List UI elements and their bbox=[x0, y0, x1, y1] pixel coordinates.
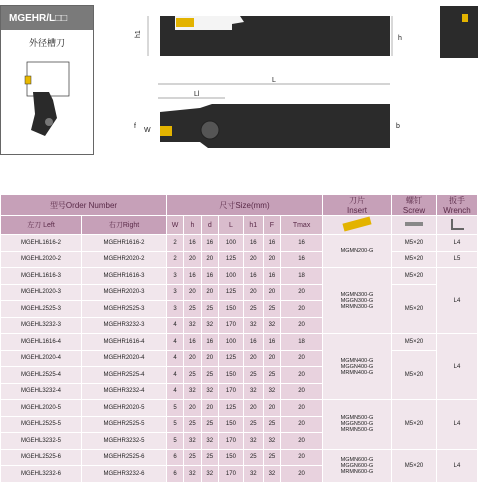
dim-value: 25 bbox=[263, 301, 280, 318]
dim-value: 100 bbox=[218, 268, 243, 285]
dim-value: 125 bbox=[218, 284, 243, 301]
dim-value: 170 bbox=[218, 466, 243, 483]
header-order-number: 型号Order Number bbox=[1, 195, 167, 216]
dim-value: 16 bbox=[243, 235, 263, 252]
dim-value: 100 bbox=[218, 334, 243, 351]
col-dim: h bbox=[184, 216, 201, 235]
wrench-cell: L5 bbox=[437, 251, 478, 268]
dim-value: 16 bbox=[201, 334, 218, 351]
dim-value: 16 bbox=[243, 334, 263, 351]
screw-image-cell bbox=[392, 216, 437, 235]
dim-value: 16 bbox=[184, 334, 201, 351]
dim-value: 32 bbox=[201, 466, 218, 483]
dim-value: 170 bbox=[218, 383, 243, 400]
dim-value: 125 bbox=[218, 400, 243, 417]
model-left: MGEHL2525-3 bbox=[1, 301, 82, 318]
header-screw: 螺钉 Screw bbox=[392, 195, 437, 216]
dim-value: 25 bbox=[184, 449, 201, 466]
table-row bbox=[1, 284, 478, 301]
dim-value: 20 bbox=[184, 350, 201, 367]
dim-value: 20 bbox=[201, 350, 218, 367]
dim-value: 170 bbox=[218, 317, 243, 334]
model-right: MGEHR2020-3 bbox=[82, 284, 167, 301]
model-right: MGEHR1616-2 bbox=[82, 235, 167, 252]
model-right: MGEHR3232-3 bbox=[82, 317, 167, 334]
table-row bbox=[1, 268, 478, 285]
dim-value: 32 bbox=[184, 433, 201, 450]
col-dim: h1 bbox=[243, 216, 263, 235]
dim-L: L bbox=[272, 77, 276, 84]
model-right: MGEHR3232-5 bbox=[82, 433, 167, 450]
dim-value: 25 bbox=[243, 367, 263, 384]
dim-value: 32 bbox=[263, 466, 280, 483]
product-name-cn: 外径槽刀 bbox=[28, 38, 65, 48]
table-row bbox=[1, 251, 478, 268]
dim-value: 20 bbox=[281, 466, 323, 483]
dim-value: 5 bbox=[167, 433, 184, 450]
dim-value: 20 bbox=[281, 301, 323, 318]
dim-value: 3 bbox=[167, 301, 184, 318]
insert-image bbox=[337, 216, 377, 232]
spec-table bbox=[0, 194, 478, 483]
dim-value: 4 bbox=[167, 317, 184, 334]
dim-value: 16 bbox=[281, 235, 323, 252]
dim-value: 32 bbox=[201, 317, 218, 334]
insert-cell: MGMN500-G MGGN500-G MRMN500-G bbox=[323, 400, 392, 450]
dim-value: 32 bbox=[263, 433, 280, 450]
dim-value: 16 bbox=[184, 268, 201, 285]
insert-side bbox=[160, 126, 172, 136]
dim-value: 20 bbox=[201, 400, 218, 417]
dim-value: 20 bbox=[281, 367, 323, 384]
dim-value: 25 bbox=[201, 367, 218, 384]
dim-value: 100 bbox=[218, 235, 243, 252]
dim-value: 25 bbox=[201, 416, 218, 433]
table-row bbox=[1, 400, 478, 417]
dim-value: 20 bbox=[281, 416, 323, 433]
dim-value: 4 bbox=[167, 334, 184, 351]
dim-value: 16 bbox=[201, 268, 218, 285]
dim-value: 3 bbox=[167, 284, 184, 301]
col-dim: W bbox=[167, 216, 184, 235]
model-left: MGEHL2525-6 bbox=[1, 449, 82, 466]
insert-cell: MGMN300-G MGGN300-G MRMN300-G bbox=[323, 268, 392, 334]
screw-cell: M5×20 bbox=[392, 251, 437, 268]
dim-value: 16 bbox=[263, 334, 280, 351]
screw-cell: M5×20 bbox=[392, 284, 437, 334]
dim-value: 150 bbox=[218, 449, 243, 466]
wrench-image bbox=[442, 216, 472, 232]
col-right: 右刀Right bbox=[82, 216, 167, 235]
table-row bbox=[1, 235, 478, 252]
insert-cell: MGMN200-G bbox=[323, 235, 392, 268]
model-right: MGEHR2525-3 bbox=[82, 301, 167, 318]
dim-value: 125 bbox=[218, 350, 243, 367]
dim-value: 150 bbox=[218, 367, 243, 384]
wrench-cell: L4 bbox=[437, 268, 478, 334]
wrench-cell: L4 bbox=[437, 235, 478, 252]
dim-value: 25 bbox=[184, 367, 201, 384]
model-left: MGEHL2020-5 bbox=[1, 400, 82, 417]
screw-cell: M5×20 bbox=[392, 350, 437, 400]
dim-value: 32 bbox=[263, 383, 280, 400]
model-right: MGEHR2020-2 bbox=[82, 251, 167, 268]
dim-value: 32 bbox=[243, 317, 263, 334]
dim-value: 32 bbox=[184, 466, 201, 483]
dim-value: 20 bbox=[281, 383, 323, 400]
model-right: MGEHR2525-4 bbox=[82, 367, 167, 384]
model-right: MGEHR1616-3 bbox=[82, 268, 167, 285]
dim-value: 20 bbox=[184, 400, 201, 417]
model-right: MGEHR3232-4 bbox=[82, 383, 167, 400]
table-row bbox=[1, 350, 478, 367]
dim-value: 20 bbox=[281, 433, 323, 450]
dim-value: 20 bbox=[243, 350, 263, 367]
dim-value: 20 bbox=[201, 284, 218, 301]
dim-value: 32 bbox=[201, 383, 218, 400]
spec-body bbox=[1, 235, 478, 483]
col-dim: d bbox=[201, 216, 218, 235]
dim-value: 125 bbox=[218, 251, 243, 268]
insert-image-cell bbox=[323, 216, 392, 235]
dim-value: 20 bbox=[281, 350, 323, 367]
dim-value: 20 bbox=[263, 400, 280, 417]
dim-value: 20 bbox=[281, 317, 323, 334]
dim-value: 32 bbox=[184, 317, 201, 334]
dim-value: 18 bbox=[281, 268, 323, 285]
model-right: MGEHR1616-4 bbox=[82, 334, 167, 351]
dim-value: 20 bbox=[184, 251, 201, 268]
screw-cell: M5×20 bbox=[392, 235, 437, 252]
dim-value: 2 bbox=[167, 251, 184, 268]
header-wrench: 扳手 Wrench bbox=[437, 195, 478, 216]
dim-value: 16 bbox=[184, 235, 201, 252]
dim-value: 20 bbox=[281, 284, 323, 301]
screw-cell: M5×20 bbox=[392, 449, 437, 482]
model-right: MGEHR2020-5 bbox=[82, 400, 167, 417]
model-left: MGEHL2525-4 bbox=[1, 367, 82, 384]
model-left: MGEHL3232-4 bbox=[1, 383, 82, 400]
dim-value: 4 bbox=[167, 383, 184, 400]
dim-value: 6 bbox=[167, 466, 184, 483]
col-left: 左刀 Left bbox=[1, 216, 82, 235]
dim-value: 170 bbox=[218, 433, 243, 450]
dim-value: 20 bbox=[281, 400, 323, 417]
dim-value: 18 bbox=[281, 334, 323, 351]
model-left: MGEHL2020-2 bbox=[1, 251, 82, 268]
col-dim: L bbox=[218, 216, 243, 235]
dim-value: 150 bbox=[218, 416, 243, 433]
dim-value: 32 bbox=[184, 383, 201, 400]
dim-value: 20 bbox=[263, 284, 280, 301]
model-left: MGEHL2020-4 bbox=[1, 350, 82, 367]
dim-value: 25 bbox=[243, 301, 263, 318]
dim-value: 16 bbox=[201, 235, 218, 252]
dim-value: 2 bbox=[167, 235, 184, 252]
dim-value: 32 bbox=[201, 433, 218, 450]
dim-value: 150 bbox=[218, 301, 243, 318]
dim-value: 6 bbox=[167, 449, 184, 466]
dim-value: 3 bbox=[167, 268, 184, 285]
dim-value: 25 bbox=[263, 367, 280, 384]
dim-b: b bbox=[396, 123, 400, 130]
model-left: MGEHL3232-5 bbox=[1, 433, 82, 450]
dim-Ll: Ll bbox=[194, 91, 200, 98]
header-size: 尺寸Size(mm) bbox=[167, 195, 323, 216]
table-row bbox=[1, 449, 478, 466]
dim-value: 25 bbox=[201, 449, 218, 466]
wrench-cell: L4 bbox=[437, 449, 478, 482]
dim-value: 5 bbox=[167, 400, 184, 417]
product-code: MGEHR/L□□ bbox=[1, 6, 93, 30]
dim-f: f bbox=[134, 123, 136, 130]
dim-h1: h1 bbox=[135, 30, 142, 38]
dim-value: 4 bbox=[167, 367, 184, 384]
model-right: MGEHR3232-6 bbox=[82, 466, 167, 483]
screw-image bbox=[399, 216, 429, 232]
dim-value: 25 bbox=[263, 416, 280, 433]
tool-drawing bbox=[0, 0, 481, 190]
wrench-image-cell bbox=[437, 216, 478, 235]
model-right: MGEHR2525-6 bbox=[82, 449, 167, 466]
dim-value: 20 bbox=[201, 251, 218, 268]
wrench-cell: L4 bbox=[437, 334, 478, 400]
model-left: MGEHL1616-2 bbox=[1, 235, 82, 252]
screw-cell: M5×20 bbox=[392, 268, 437, 285]
model-left: MGEHL1616-4 bbox=[1, 334, 82, 351]
dim-value: 16 bbox=[263, 235, 280, 252]
dim-value: 20 bbox=[281, 449, 323, 466]
dim-value: 16 bbox=[243, 268, 263, 285]
dim-value: 20 bbox=[263, 251, 280, 268]
model-left: MGEHL3232-3 bbox=[1, 317, 82, 334]
model-left: MGEHL3232-6 bbox=[1, 466, 82, 483]
dim-value: 32 bbox=[243, 433, 263, 450]
col-dim: F bbox=[263, 216, 280, 235]
table-row bbox=[1, 334, 478, 351]
dim-W: W bbox=[144, 127, 151, 134]
screw-cell: M5×20 bbox=[392, 334, 437, 351]
dim-value: 20 bbox=[243, 284, 263, 301]
model-left: MGEHL2525-5 bbox=[1, 416, 82, 433]
dim-value: 32 bbox=[243, 383, 263, 400]
dim-value: 5 bbox=[167, 416, 184, 433]
tool-end-view bbox=[440, 6, 478, 58]
screw-cell: M5×20 bbox=[392, 400, 437, 450]
wrench-cell: L4 bbox=[437, 400, 478, 450]
model-right: MGEHR2525-5 bbox=[82, 416, 167, 433]
tool-body-side bbox=[160, 104, 390, 148]
dim-value: 16 bbox=[281, 251, 323, 268]
dim-value: 25 bbox=[201, 301, 218, 318]
dim-value: 25 bbox=[243, 449, 263, 466]
insert-top bbox=[176, 18, 194, 27]
dim-value: 4 bbox=[167, 350, 184, 367]
header-insert: 刀片 Insert bbox=[323, 195, 392, 216]
model-left: MGEHL1616-3 bbox=[1, 268, 82, 285]
insert-cell: MGMN400-G MGGN400-G MRMN400-G bbox=[323, 334, 392, 400]
dim-h: h bbox=[398, 35, 402, 42]
dim-value: 32 bbox=[243, 466, 263, 483]
dim-value: 20 bbox=[243, 251, 263, 268]
model-left: MGEHL2020-3 bbox=[1, 284, 82, 301]
dim-value: 20 bbox=[263, 350, 280, 367]
dim-value: 20 bbox=[184, 284, 201, 301]
dim-value: 16 bbox=[263, 268, 280, 285]
dim-value: 25 bbox=[184, 416, 201, 433]
col-dim: Tmax bbox=[281, 216, 323, 235]
insert-cell: MGMN600-G MGGN600-G MRMN600-G bbox=[323, 449, 392, 482]
dim-value: 25 bbox=[263, 449, 280, 466]
dim-value: 25 bbox=[243, 416, 263, 433]
model-right: MGEHR2020-4 bbox=[82, 350, 167, 367]
dim-value: 32 bbox=[263, 317, 280, 334]
dim-value: 25 bbox=[184, 301, 201, 318]
dim-value: 20 bbox=[243, 400, 263, 417]
